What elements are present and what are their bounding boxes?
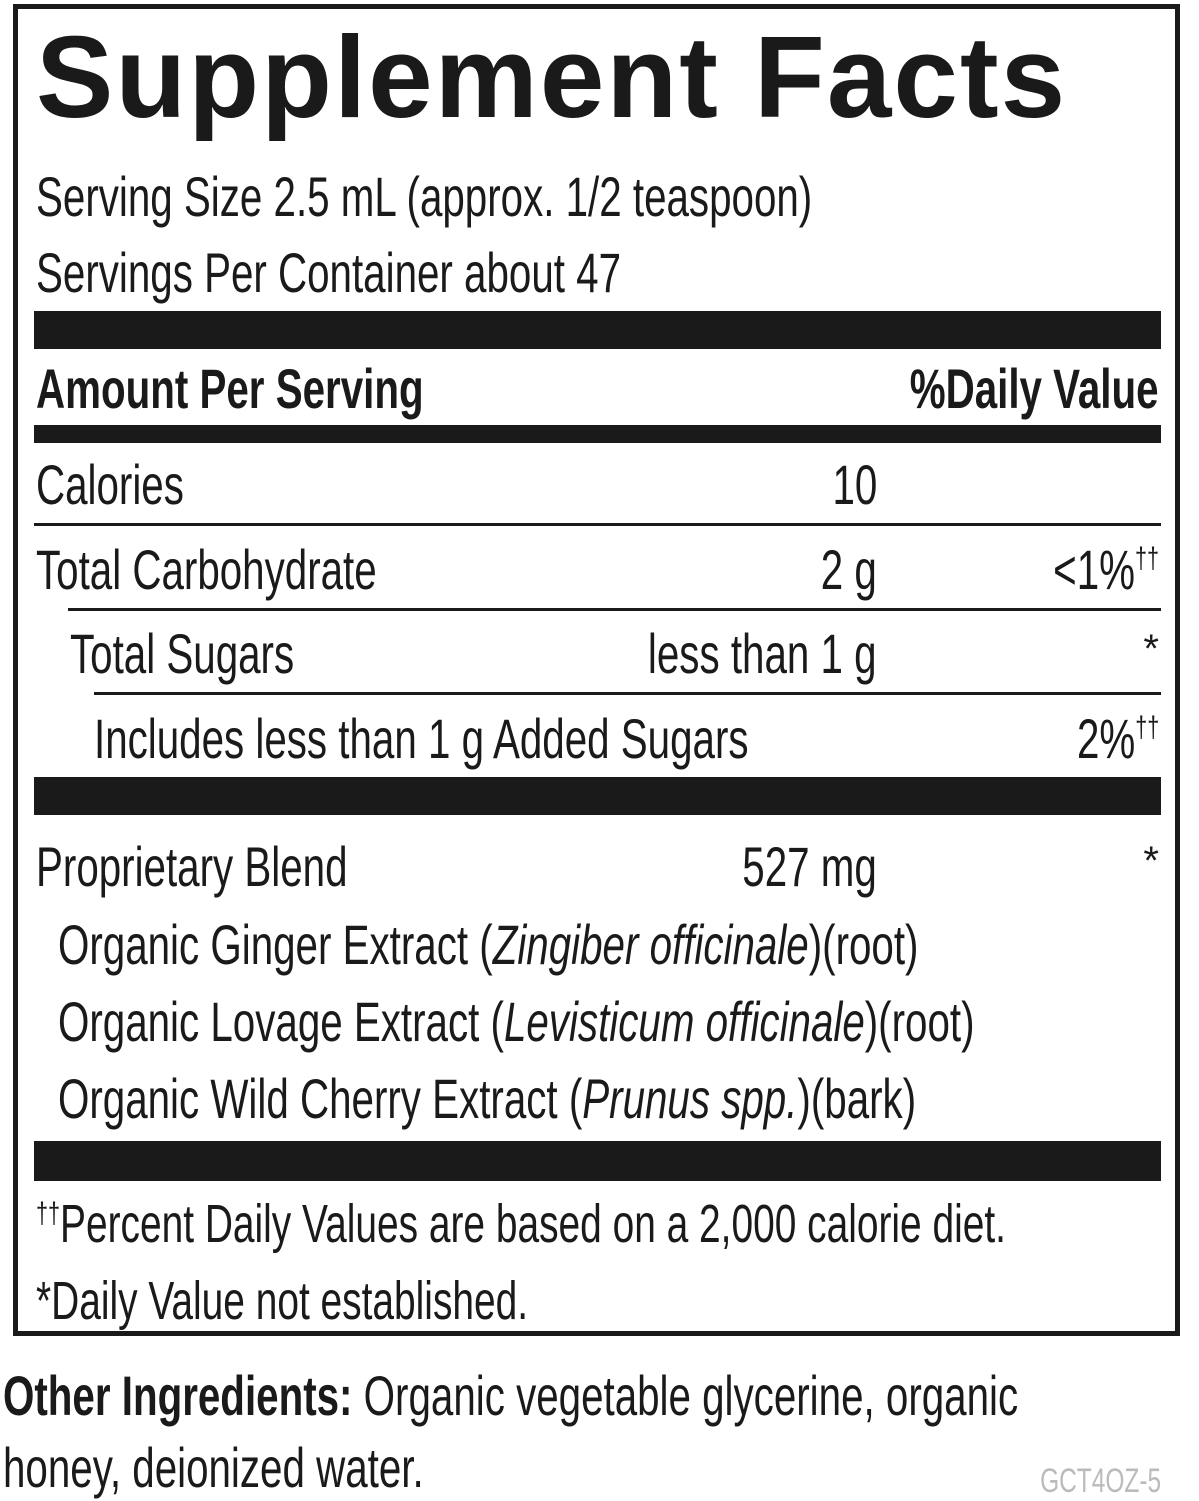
blend-ingredient: Organic Lovage Extract (Levisticum officinale)(root) <box>58 990 975 1053</box>
supplement-facts-panel <box>13 4 1180 1336</box>
blend-ingredient: Organic Ginger Extract (Zingiber officinale)(root) <box>58 913 919 976</box>
header-amount-per-serving: Amount Per Serving <box>36 357 424 420</box>
row-divider <box>34 523 1161 526</box>
thick-divider <box>34 777 1161 815</box>
row-total-sugars-name: Total Sugars <box>70 622 295 685</box>
footnote-daily-values: ††Percent Daily Values are based on a 2,000 calorie diet. <box>36 1194 1006 1254</box>
thick-divider <box>34 311 1161 349</box>
blend-ingredient: Organic Wild Cherry Extract (Prunus spp.)(bark) <box>58 1067 917 1130</box>
servings-per-container: Servings Per Container about 47 <box>36 241 621 304</box>
row-added-sugars-name: Includes less than 1 g Added Sugars <box>94 707 749 770</box>
row-calories-amount: 10 <box>832 453 877 516</box>
blend-name: Proprietary Blend <box>36 835 348 898</box>
other-ingredients-line2: honey, deionized water. <box>3 1436 424 1499</box>
panel-title: Supplement Facts <box>36 12 1068 142</box>
header-daily-value: %Daily Value <box>910 357 1159 420</box>
thick-divider <box>34 1141 1161 1181</box>
product-code: GCT4OZ-5 <box>1039 1462 1161 1500</box>
row-total-carbohydrate-name: Total Carbohydrate <box>36 538 377 601</box>
row-total-sugars-amount: less than 1 g <box>648 622 877 685</box>
footnote-not-established: *Daily Value not established. <box>36 1271 529 1331</box>
row-total-sugars-dv: * <box>1143 627 1159 671</box>
other-ingredients-line1: Other Ingredients: Organic vegetable glycerine, organic <box>3 1364 1019 1427</box>
row-divider <box>68 608 1161 611</box>
medium-divider <box>34 425 1161 443</box>
row-divider <box>94 692 1161 695</box>
row-calories-name: Calories <box>36 453 184 516</box>
blend-dv: * <box>1143 839 1159 883</box>
blend-amount: 527 mg <box>742 835 877 898</box>
row-total-carbohydrate-dv: <1%†† <box>1053 538 1159 601</box>
row-added-sugars-dv: 2%†† <box>1076 707 1159 770</box>
row-total-carbohydrate-amount: 2 g <box>820 538 877 601</box>
serving-size: Serving Size 2.5 mL (approx. 1/2 teaspoon) <box>36 165 813 228</box>
